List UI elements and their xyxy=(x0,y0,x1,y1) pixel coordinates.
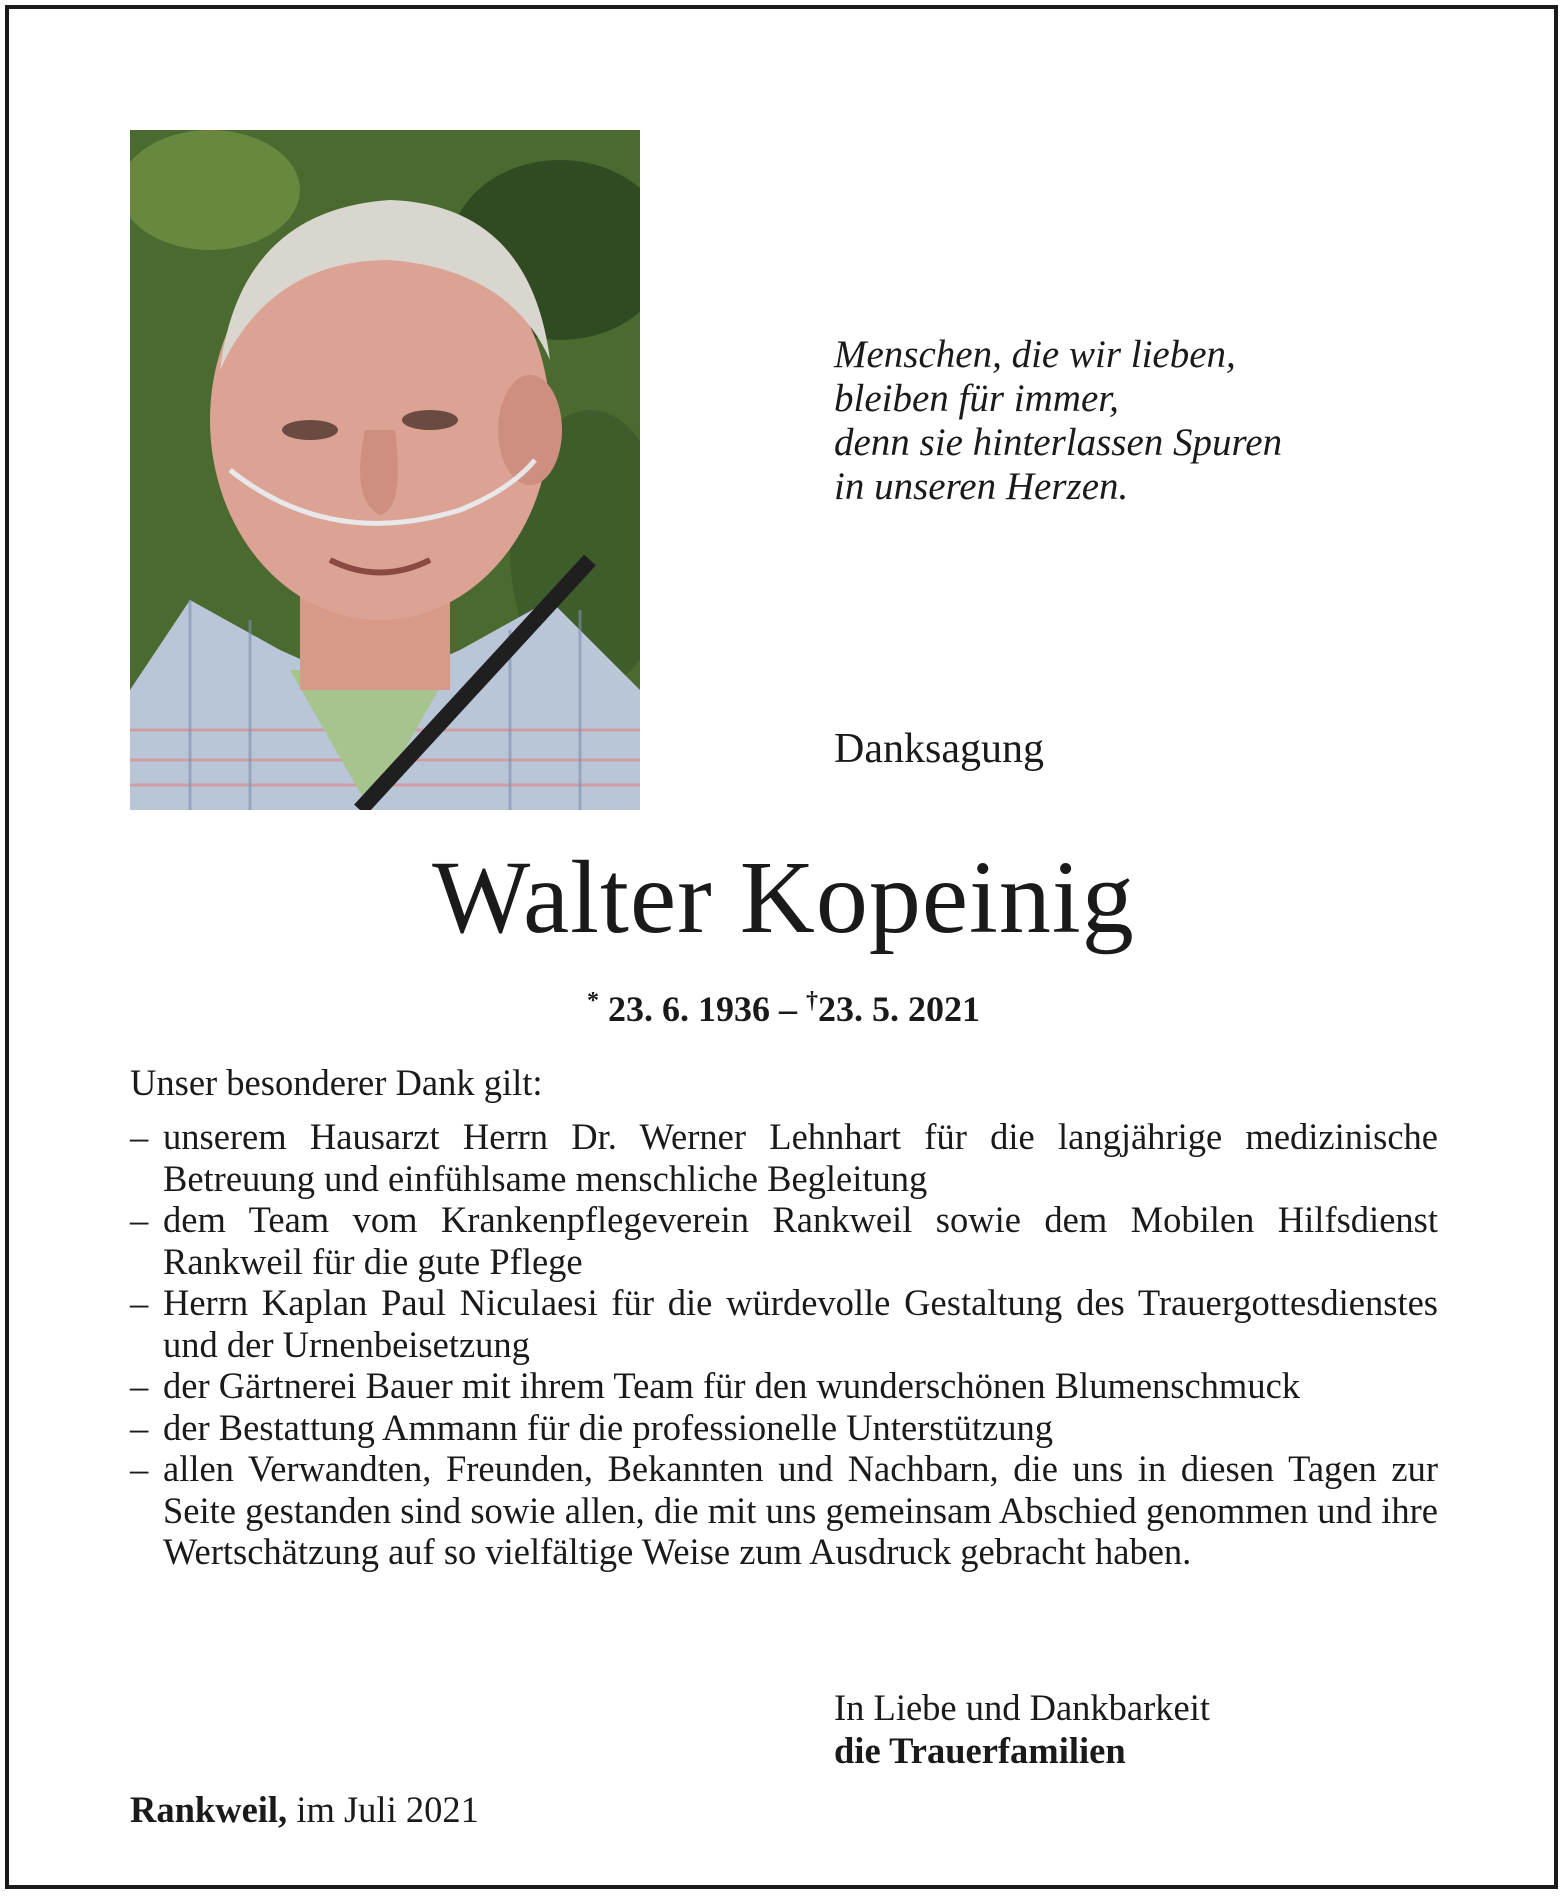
heading-danksagung: Danksagung xyxy=(834,726,1044,772)
deceased-name: Walter Kopeinig xyxy=(432,840,1135,955)
birth-date: 23. 6. 1936 xyxy=(608,989,770,1030)
thanks-intro: Unser besonderer Dank gilt: xyxy=(130,1062,543,1103)
quote-line: bleiben für immer, xyxy=(834,377,1119,420)
thanks-item: – Herrn Kaplan Paul Niculaesi für die würdevolle Gestaltung des Trauergottesdienstes und der Urnenbeisetzung xyxy=(130,1282,1438,1365)
date: im Juli 2021 xyxy=(287,1789,479,1830)
closing-family: die Trauerfamilien xyxy=(834,1730,1126,1771)
thanks-item: – der Gärtnerei Bauer mit ihrem Team für den wunderschönen Blumenschmuck xyxy=(130,1365,1438,1407)
closing-line: In Liebe und Dankbarkeit xyxy=(834,1687,1211,1728)
portrait-photo xyxy=(130,130,640,810)
closing-signature xyxy=(834,1686,1210,1772)
birth-symbol: * xyxy=(587,988,599,1014)
thanks-item: – unserem Hausarzt Herrn Dr. Werner Lehnhart für die langjährige medizinische Betreuung und einfühlsame menschliche Begleitung xyxy=(130,1116,1438,1199)
date-separator: – xyxy=(779,989,797,1030)
thanks-list xyxy=(130,1116,1438,1573)
portrait-illustration xyxy=(130,130,640,810)
thanks-item: – allen Verwandten, Freunden, Bekannten und Nachbarn, die uns in diesen Tagen zur Seite gestanden sind sowie allen, die mit uns gemeinsam Abschied genommen und ihre Wertschätzung auf so vielfältige Weise zum Ausdruck gebracht haben. xyxy=(130,1448,1438,1573)
thanks-item: – dem Team vom Krankenpflegeverein Rankweil sowie dem Mobilen Hilfsdienst Rankweil für die gute Pflege xyxy=(130,1199,1438,1282)
thanks-item: – der Bestattung Ammann für die professionelle Unterstützung xyxy=(130,1407,1438,1449)
quote-line: denn sie hinterlassen Spuren xyxy=(834,421,1283,464)
memorial-quote xyxy=(834,333,1282,509)
death-date: 23. 5. 2021 xyxy=(818,989,980,1030)
place-date xyxy=(130,1788,479,1832)
quote-line: Menschen, die wir lieben, xyxy=(834,333,1236,376)
place: Rankweil, xyxy=(130,1789,288,1830)
quote-line: in unseren Herzen. xyxy=(834,465,1129,508)
life-dates xyxy=(0,978,1567,1032)
death-symbol: † xyxy=(806,988,818,1014)
